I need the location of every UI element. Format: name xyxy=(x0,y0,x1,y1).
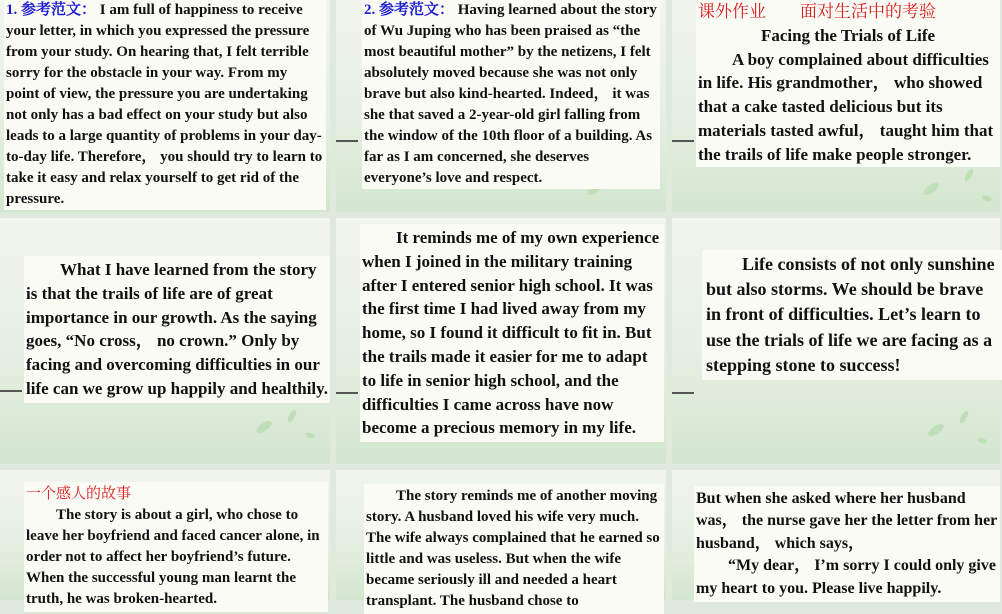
slide-1 xyxy=(0,0,330,212)
slide-8-text-box xyxy=(364,484,664,614)
slide-9-body-2: “My dear， I’m sorry I could only give my heart to you. Please live happily. xyxy=(696,557,996,597)
slide-5-dash xyxy=(336,392,358,394)
slide-3-title: Facing the Trials of Life xyxy=(760,25,936,45)
slide-1-text-box xyxy=(4,0,326,210)
slide-4-body: What I have learned from the story is that the trails of life are of great importance in our growth. As the saying goes, “No cross， no crown.” Only by facing and overcoming difficulties in our life can we grow up happily and healthily. xyxy=(26,260,328,398)
slide-6-body: Life consists of not only sunshine but also storms. We should be brave in front of difficulties. Let’s learn to use the trials of life we are facing as a stepping stone to success! xyxy=(706,254,995,375)
slide-2 xyxy=(336,0,666,212)
slide-7-text-box xyxy=(24,482,328,612)
slide-7-body: The story is about a girl, who chose to leave her boyfriend and faced cancer alone, in order not to affect her boyfriend’s future. When the successful young man learnt the truth, he was broken-hearted. xyxy=(26,507,320,607)
slide-5 xyxy=(336,218,666,464)
slide-2-label: 2. 参考范文： xyxy=(364,2,455,18)
slide-4-dash xyxy=(0,390,22,392)
slide-8 xyxy=(336,470,666,609)
slide-2-text-box xyxy=(362,0,660,189)
slide-9-body-1: But when she asked where her husband was， the nurse gave her the letter from her husband， which says， xyxy=(696,490,997,552)
slide-9-text-box xyxy=(694,486,1000,602)
slide-6-dash xyxy=(672,392,694,394)
slide-4 xyxy=(0,218,330,464)
slide-8-body: The story reminds me of another moving story. A husband loved his wife very much. The wife always complained that he earned so little and was useless. But when the wife became seriously ill and needed a heart transplant. The husband chose to xyxy=(366,488,660,609)
slide-7 xyxy=(0,470,330,607)
slide-1-label: 1. 参考范文： xyxy=(6,2,97,18)
slide-2-body: Having learned about the story of Wu Juping who has been praised as “the most beautiful mother” by the netizens, I felt absolutely moved because she was not only brave but also kind-hearted. Indeed， it was she that saved a 2-year-old girl falling from the window of the 10th floor of a building. As far as I am concerned, she deserves everyone’s love and respect. xyxy=(364,2,657,186)
slide-3-header-left: 课外作业 xyxy=(698,2,766,21)
slide-5-body: It reminds me of my own experience when I joined in the military training after I entered senior high school. It was the first time I had lived away from my home, so I found it difficult to fit in. But the trails made it easier for me to adapt to life in senior high school, and the difficulties I came across have now become a precious memory in my life. xyxy=(362,228,660,438)
slide-6-text-box xyxy=(702,250,1002,380)
slide-6 xyxy=(672,218,1000,464)
slide-5-text-box xyxy=(360,224,664,442)
slide-1-body: I am full of happiness to receive your letter, in which you expressed the pressure from your study. On hearing that, I felt terrible sorry for the obstacle in your way. From my point of view, the pressure you are undertaking not only has a bad effect on your study but also leads to a large quantity of problems in your day-to-day life. Therefore， you should try to learn to take it easy and relax yourself to get rid of the pressure. xyxy=(6,2,323,207)
slide-7-heading: 一个感人的故事 xyxy=(26,486,132,502)
slide-3 xyxy=(672,0,1000,212)
slide-4-text-box xyxy=(24,256,330,403)
slide-3-body: A boy complained about difficulties in life. His grandmother， who showed that a cake tasted delicious but its materials tasted awful， taught him that the trails of life make people stronger. xyxy=(698,49,994,164)
slide-3-header-right: 面对生活中的考验 xyxy=(800,2,936,21)
slide-3-text-box xyxy=(696,0,1000,167)
slide-3-dash xyxy=(672,140,694,142)
slide-9 xyxy=(672,470,1000,600)
slide-2-dash xyxy=(336,140,358,142)
